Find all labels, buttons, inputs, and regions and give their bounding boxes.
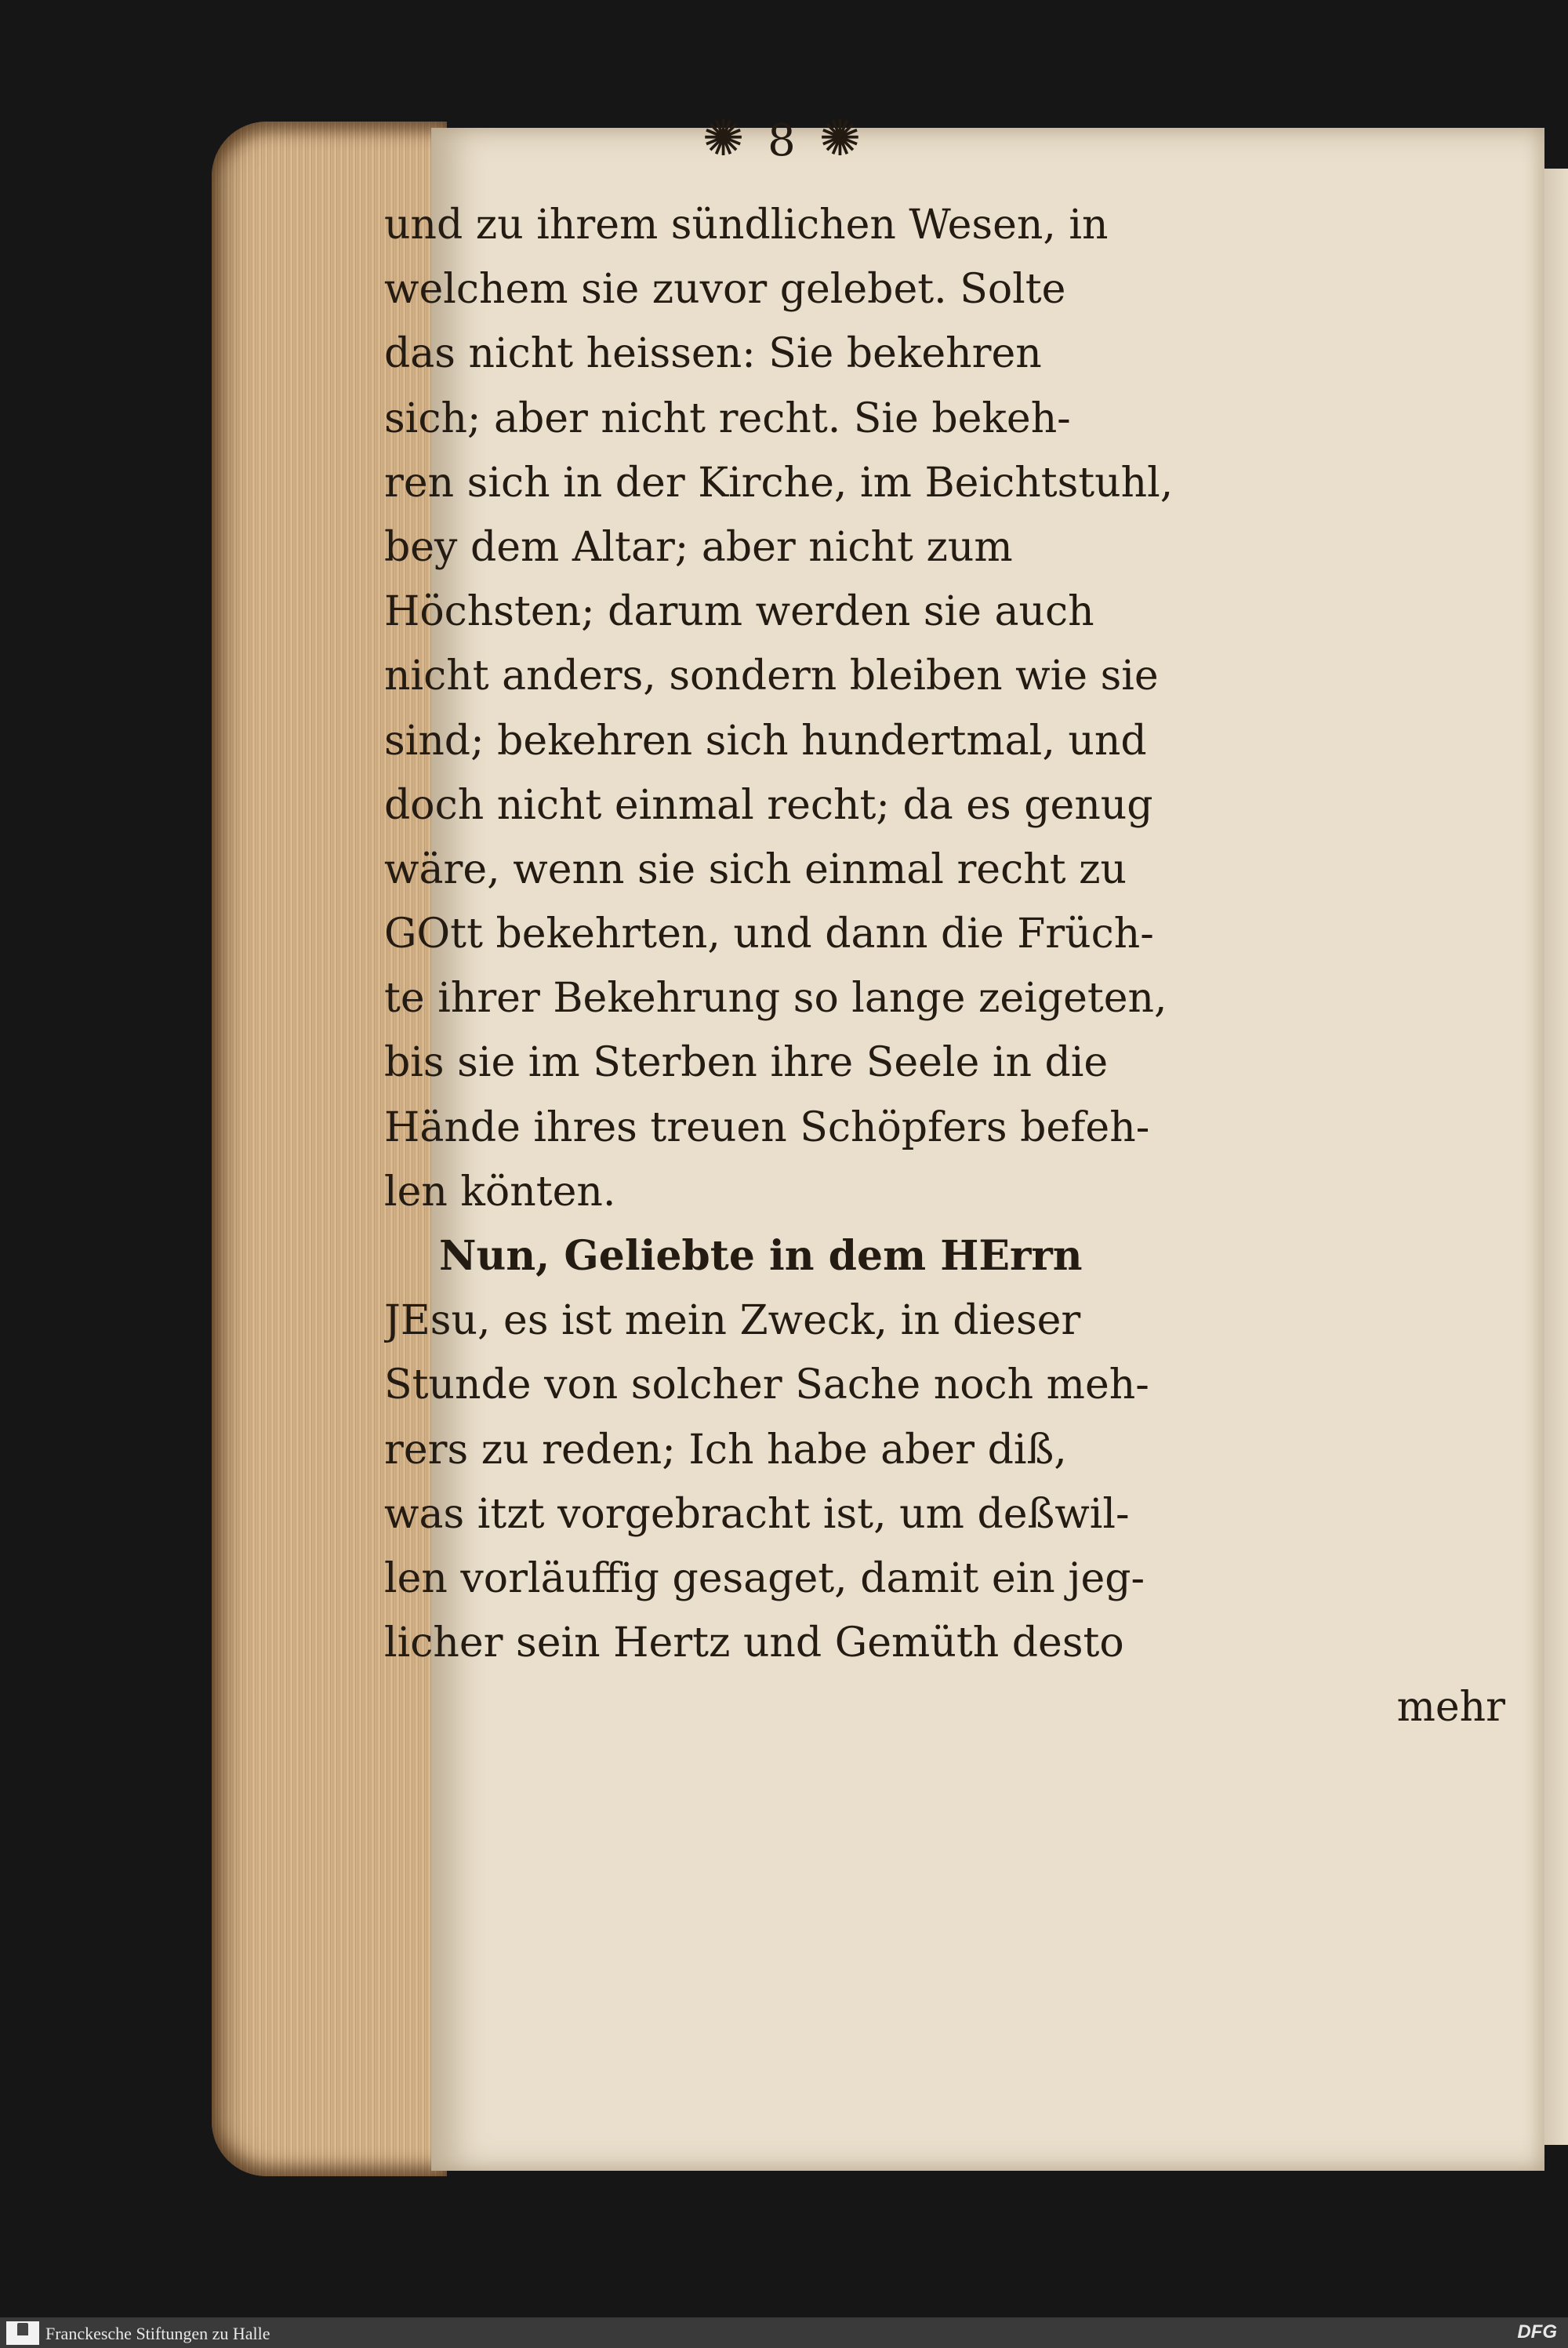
text-line: len vorläuffig gesaget, damit ein jeg- — [384, 1554, 1145, 1602]
dfg-mark: DFG — [1517, 2321, 1557, 2343]
viewer-footer — [0, 2317, 1568, 2348]
ornament-right-icon: ✺ — [818, 110, 866, 168]
text-line: bis sie im Sterben ihre Seele in die — [384, 1039, 1109, 1087]
text-line: rers zu reden; Ich habe aber diß, — [384, 1426, 1067, 1474]
text-line: Stunde von solcher Sache noch meh- — [384, 1361, 1149, 1409]
text-line: sich; aber nicht recht. Sie bekeh- — [384, 394, 1071, 442]
institution-logo-icon — [6, 2321, 39, 2345]
text-line: len könten. — [384, 1168, 616, 1216]
institution-name: Franckesche Stiftungen zu Halle — [45, 2324, 270, 2343]
text-line: welchem sie zuvor gelebet. Solte — [384, 266, 1066, 314]
text-line: Hände ihres treuen Schöpfers befeh- — [384, 1103, 1150, 1151]
text-line: licher sein Hertz und Gemüth desto — [384, 1619, 1124, 1667]
ornament-left-icon: ✺ — [702, 110, 750, 168]
text-line: nicht anders, sondern bleiben wie sie — [384, 652, 1159, 700]
text-line: te ihrer Bekehrung so lange zeigeten, — [384, 975, 1167, 1023]
text-line: GOtt bekehrten, und dann die Früch- — [384, 910, 1154, 958]
page-header — [0, 110, 1568, 168]
catchword: mehr — [1396, 1684, 1505, 1732]
text-line: Nun, Geliebte in dem HErrn — [439, 1232, 1083, 1280]
text-line: sind; bekehren sich hundertmal, und — [384, 717, 1147, 765]
text-line: was itzt vorgebracht ist, um deßwil- — [384, 1490, 1130, 1538]
text-line: doch nicht einmal recht; da es genug — [384, 781, 1153, 829]
text-line: ren sich in der Kirche, im Beichtstuhl, — [384, 459, 1174, 507]
text-line: Höchsten; darum werden sie auch — [384, 588, 1094, 636]
text-line: wäre, wenn sie sich einmal recht zu — [384, 845, 1127, 893]
page-text — [384, 193, 1505, 1740]
page-number: 8 — [768, 115, 800, 166]
text-line: bey dem Altar; aber nicht zum — [384, 523, 1013, 571]
text-line: und zu ihrem sündlichen Wesen, in — [384, 202, 1109, 249]
text-line: das nicht heissen: Sie bekehren — [384, 330, 1042, 378]
text-line: JEsu, es ist mein Zweck, in dieser — [384, 1297, 1081, 1345]
